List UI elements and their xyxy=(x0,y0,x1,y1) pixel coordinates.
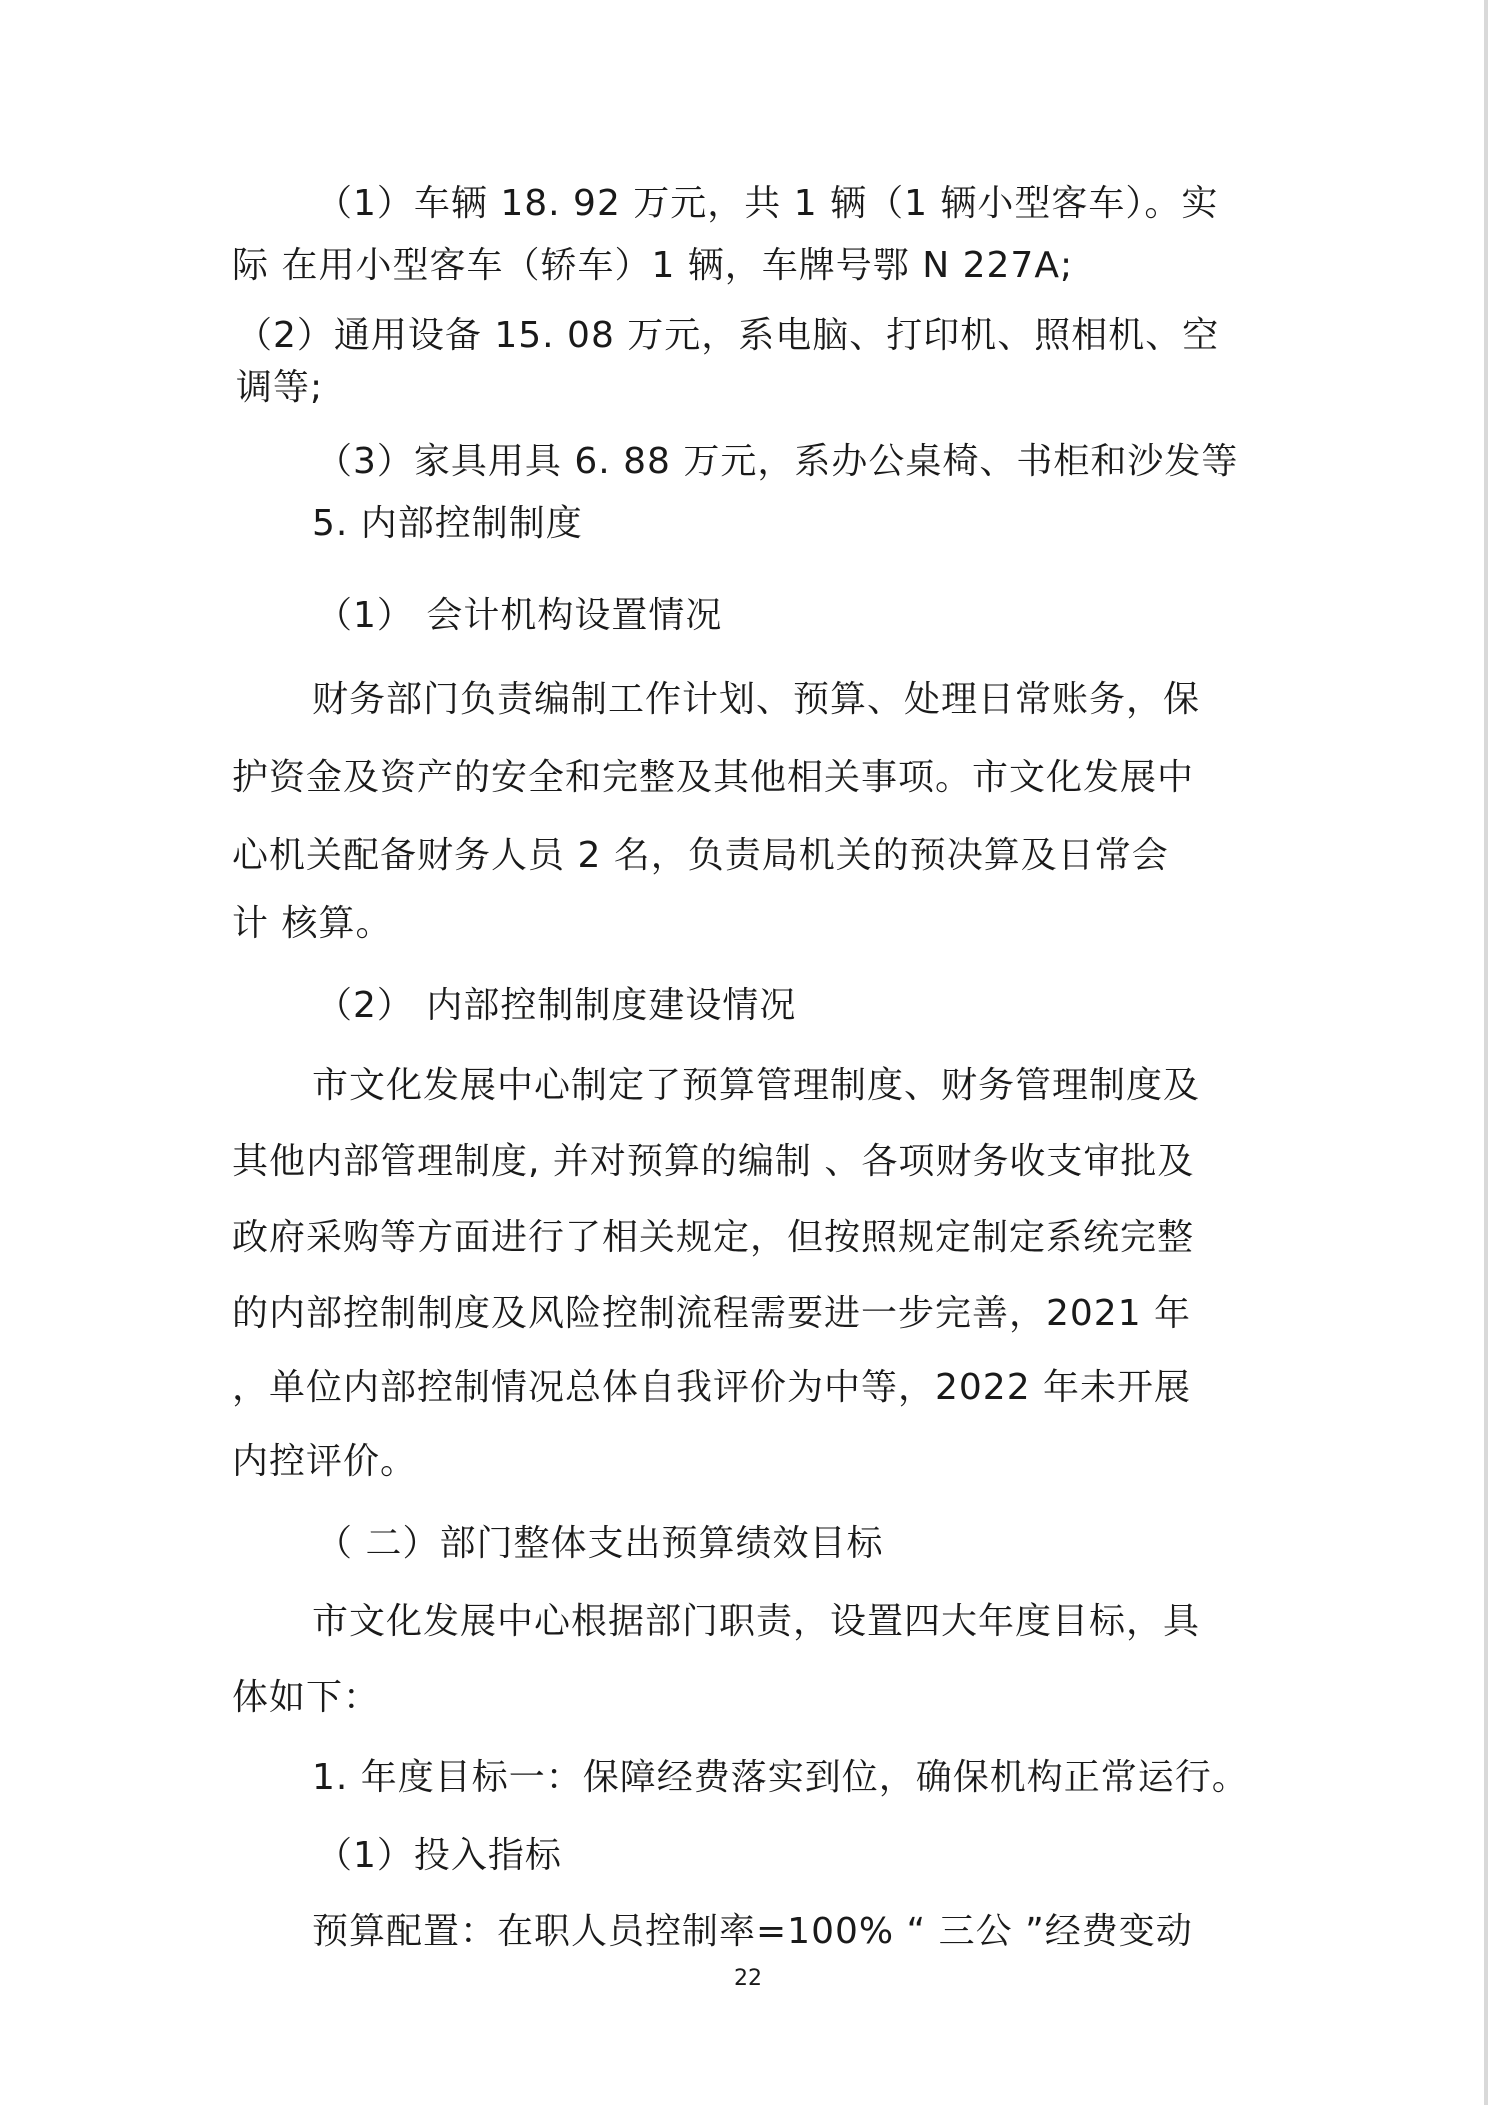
page-number: 22 xyxy=(734,1966,762,1991)
text-line-equipment-cont: 调等; xyxy=(236,367,324,408)
paragraph-control-line-6: 内控评价。 xyxy=(232,1441,418,1482)
paragraph-finance-line-4: 计 核算。 xyxy=(232,903,393,944)
subheading-accounting-setup: （1） 会计机构设置情况 xyxy=(316,595,723,636)
annual-goal-one: 1. 年度目标一：保障经费落实到位，确保机构正常运行。 xyxy=(312,1757,1249,1798)
paragraph-control-line-3: 政府采购等方面进行了相关规定，但按照规定制定系统完整 xyxy=(232,1217,1195,1258)
text-line-vehicle: （1）车辆 18. 92 万元，共 1 辆（1 辆小型客车）。实 xyxy=(316,183,1219,224)
text-line-equipment: （2）通用设备 15. 08 万元，系电脑、打印机、照相机、空 xyxy=(236,315,1220,356)
budget-allocation-line: 预算配置：在职人员控制率=100% “ 三公 ”经费变动 xyxy=(312,1911,1193,1952)
paragraph-goals-line-1: 市文化发展中心根据部门职责，设置四大年度目标，具 xyxy=(312,1601,1201,1642)
section-heading-performance-goals: （ 二）部门整体支出预算绩效目标 xyxy=(316,1523,884,1564)
paragraph-goals-line-2: 体如下： xyxy=(232,1677,381,1718)
paragraph-finance-line-1: 财务部门负责编制工作计划、预算、处理日常账务，保 xyxy=(312,679,1201,720)
section-heading-internal-control: 5. 内部控制制度 xyxy=(312,503,583,544)
paragraph-control-line-5: ，单位内部控制情况总体自我评价为中等，2022 年未开展 xyxy=(232,1367,1192,1408)
paragraph-control-line-1: 市文化发展中心制定了预算管理制度、财务管理制度及 xyxy=(312,1065,1201,1106)
text-line-furniture: （3）家具用具 6. 88 万元，系办公桌椅、书柜和沙发等 xyxy=(316,441,1239,482)
subheading-input-indicators: （1）投入指标 xyxy=(316,1835,562,1876)
paragraph-control-line-4: 的内部控制制度及风险控制流程需要进一步完善，2021 年 xyxy=(232,1293,1192,1334)
paragraph-finance-line-2: 护资金及资产的安全和完整及其他相关事项。市文化发展中 xyxy=(232,757,1195,798)
text-line-vehicle-cont: 际 在用小型客车（轿车）1 辆，车牌号鄂 N 227A; xyxy=(232,245,1074,286)
paragraph-finance-line-3: 心机关配备财务人员 2 名，负责局机关的预决算及日常会 xyxy=(232,835,1169,876)
paragraph-control-line-2: 其他内部管理制度, 并对预算的编制 、各项财务收支审批及 xyxy=(232,1141,1195,1182)
page-edge-divider xyxy=(1484,0,1488,2105)
subheading-control-system: （2） 内部控制制度建设情况 xyxy=(316,985,797,1026)
